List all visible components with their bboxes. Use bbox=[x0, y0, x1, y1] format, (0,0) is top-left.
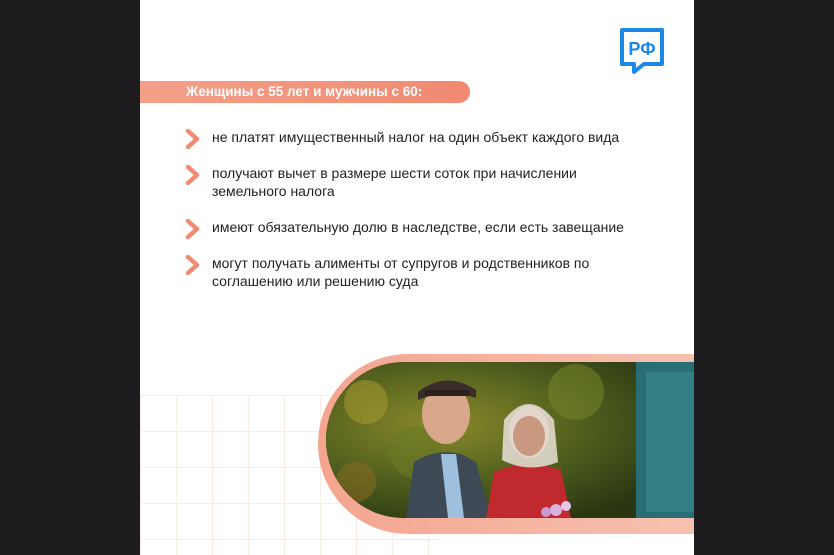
headline-banner: Женщины с 55 лет и мужчины с 60: bbox=[140, 81, 470, 103]
chevron-right-icon bbox=[184, 129, 202, 149]
photo-illustration bbox=[326, 362, 694, 518]
svg-text:РФ: РФ bbox=[628, 39, 656, 59]
chevron-right-icon bbox=[184, 165, 202, 185]
benefits-list bbox=[184, 128, 654, 308]
rf-logo-icon bbox=[618, 26, 666, 76]
list-item-text: получают вычет в размере шести соток при начислении земельного налога bbox=[212, 165, 577, 199]
list-item bbox=[184, 254, 654, 290]
list-item-text: могут получать алименты от супругов и родственников по соглашению или решению суда bbox=[212, 255, 590, 289]
list-item-text: имеют обязательную долю в наследстве, если есть завещание bbox=[212, 219, 624, 235]
list-item bbox=[184, 128, 654, 146]
list-item bbox=[184, 164, 654, 200]
elderly-couple-photo bbox=[326, 362, 694, 518]
list-item-text: не платят имущественный налог на один объект каждого вида bbox=[212, 129, 620, 145]
chevron-right-icon bbox=[184, 219, 202, 239]
chevron-right-icon bbox=[184, 255, 202, 275]
infographic-card bbox=[140, 0, 694, 555]
list-item bbox=[184, 218, 654, 236]
